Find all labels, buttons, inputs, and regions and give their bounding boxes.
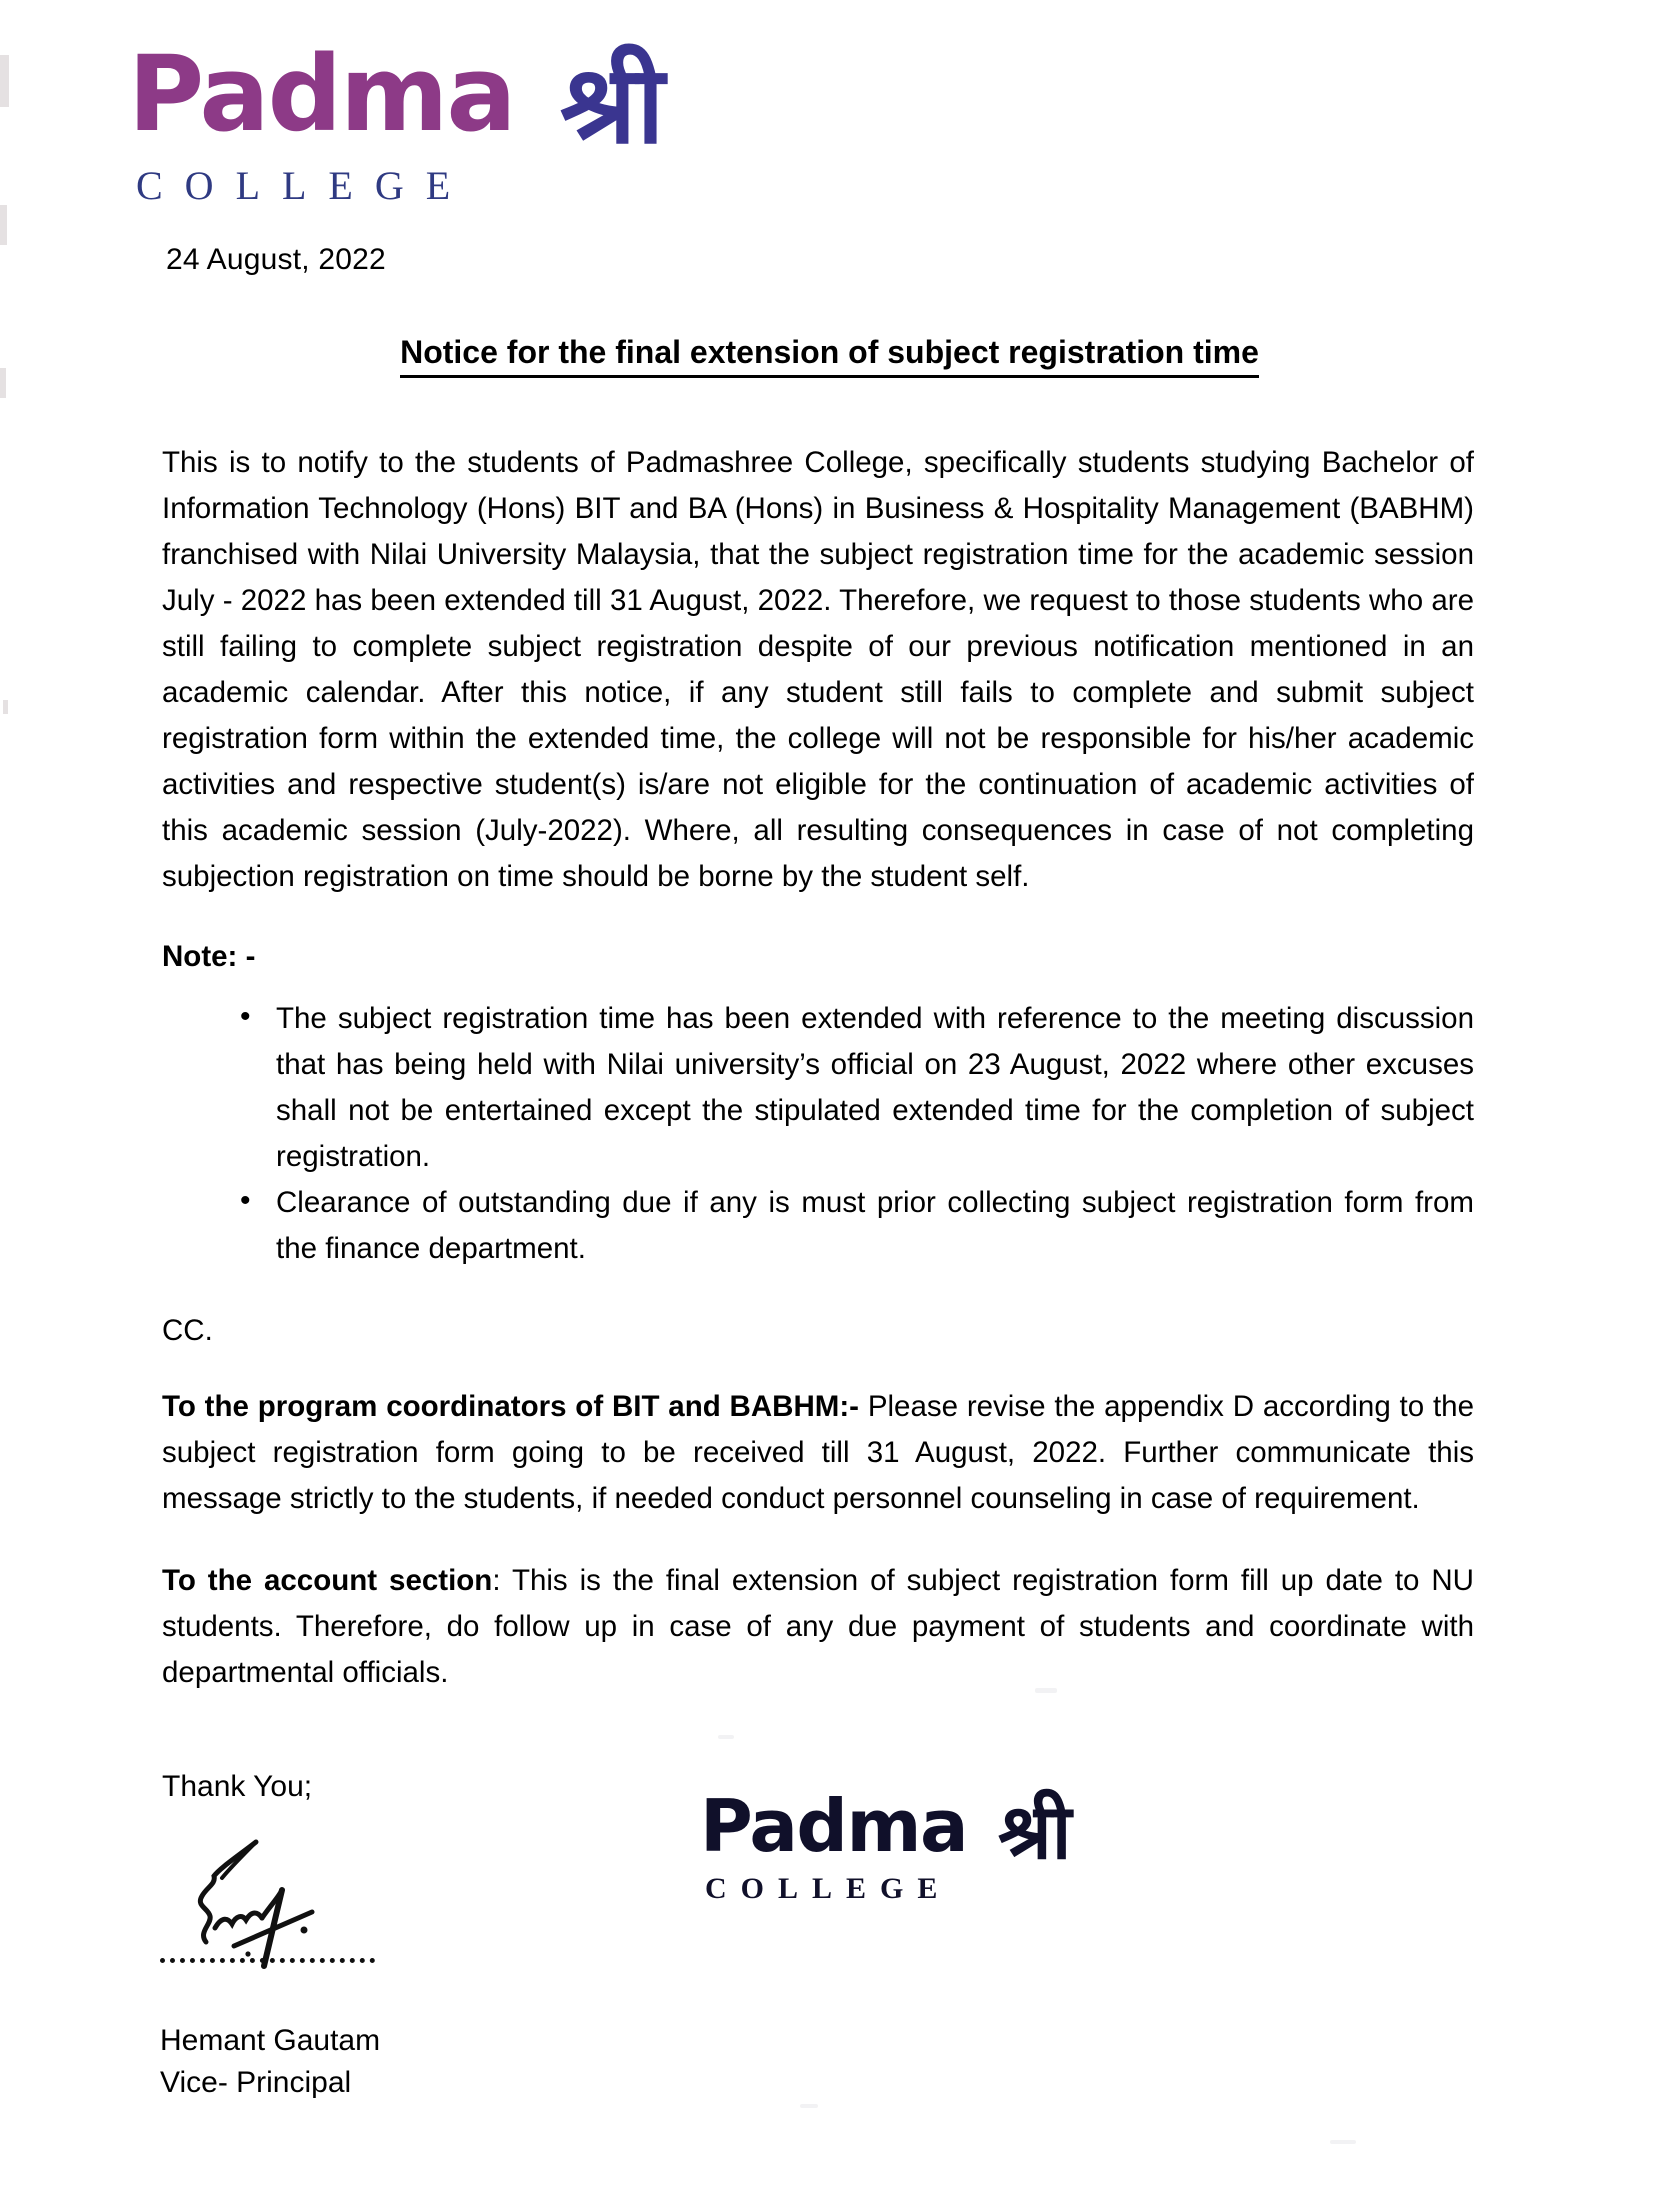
footer-logo-devanagari: श्री [998, 1787, 1072, 1876]
list-item: • Clearance of outstanding due if any is must prior collecting subject registration form from the finance department. [240, 1180, 1474, 1272]
college-logo [128, 33, 748, 222]
scan-artifact [718, 1735, 734, 1739]
scan-artifact [0, 55, 9, 107]
account-text: : This is the final extension of subject registration form fill up date to NU students. Therefore, do follow up in case of any due payment of students and coordinate with departmental officials. [162, 1564, 1474, 1689]
scan-artifact [1035, 1688, 1057, 1693]
coordinators-paragraph [162, 1384, 1474, 1522]
notice-title-text: Notice for the final extension of subject registration time [400, 334, 1259, 378]
note-list [162, 996, 1474, 1272]
logo-devanagari-text: श्री [560, 43, 665, 168]
scan-artifact [1330, 2140, 1356, 2144]
footer-logo-college-text: COLLEGE [705, 1872, 952, 1905]
scan-artifact [0, 368, 6, 398]
thank-you-text: Thank You; [162, 1770, 313, 1803]
document-date: 24 August, 2022 [166, 243, 386, 276]
coordinators-text: Please revise the appendix D according to the subject registration form going to be received till 31 August, 2022. Further communicate this message strictly to the students, if needed conduct personnel counseling in case of requirement. [162, 1390, 1474, 1515]
handwritten-signature [160, 1820, 430, 1980]
footer-college-logo [700, 1784, 1120, 1920]
coordinators-heading: To the program coordinators of BIT and BABHM:- [162, 1390, 859, 1423]
logo-wordmark-text: Padma [128, 33, 515, 155]
list-item: • The subject registration time has been extended with reference to the meeting discussion that has being held with Nilai university’s official on 23 August, 2022 where other excuses shall not be entertained except the stipulated extended time for the completion of subject registration. [240, 996, 1474, 1180]
notice-title [0, 334, 1659, 371]
scan-artifact [3, 700, 8, 714]
signature-icon [160, 1820, 430, 1980]
account-paragraph [162, 1558, 1474, 1696]
account-heading: To the account section [162, 1564, 493, 1597]
signer-designation: Vice- Principal [160, 2066, 352, 2099]
footer-logo-wordmark: Padma [700, 1784, 968, 1868]
scan-artifact [0, 205, 7, 245]
signature-line [160, 1958, 375, 1963]
signer-block [160, 2020, 380, 2104]
cc-label: CC. [162, 1314, 213, 1347]
body-paragraph: This is to notify to the students of Padmashree College, specifically students studying Bachelor of Information Technology (Hons) BIT and BA (Hons) in Business & Hospitality Management (BABHM) franchised with Nilai University Malaysia, that the subject registration time for the academic session July - 2022 has been extended till 31 August, 2022. Therefore, we request to those students who are still failing to complete subject registration despite of our previous notification mentioned in an academic calendar. After this notice, if any student still fails to complete and submit subject registration form within the extended time, the college will not be responsible for his/her academic activities and respective student(s) is/are not eligible for the continuation of academic activities of this academic session (July-2022). Where, all resulting consequences in case of not completing subjection registration on time should be borne by the student self. [162, 446, 1474, 893]
logo-college-text: COLLEGE [136, 163, 473, 208]
scan-artifact [800, 2104, 818, 2108]
signer-name: Hemant Gautam [160, 2024, 381, 2057]
document-content [162, 440, 1474, 1696]
note-label: Note: - [162, 940, 256, 973]
